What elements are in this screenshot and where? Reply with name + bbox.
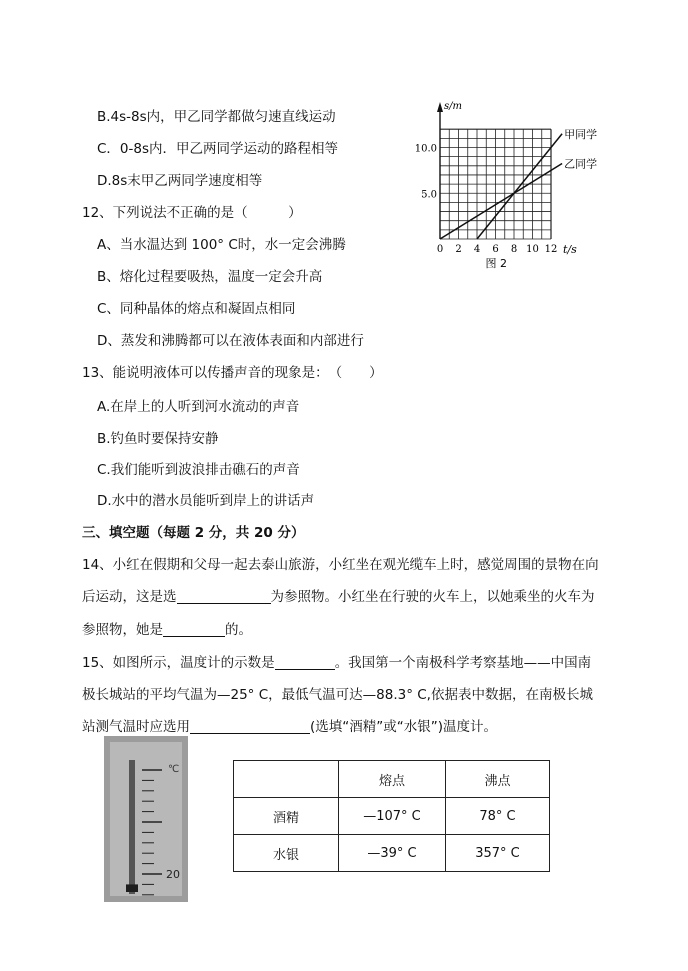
- melting-boiling-table: [233, 760, 550, 872]
- table-cell: 水银: [234, 835, 339, 872]
- graph-grid: [440, 129, 551, 239]
- q15-text-1a: 15、如图所示，温度计的示数是: [82, 655, 275, 671]
- graph-y-tick-10: 10.0: [414, 143, 437, 155]
- q11-option-c: C．0-8s内．甲乙两同学运动的路程相等: [97, 141, 339, 157]
- q14-blank-2[interactable]: [163, 622, 225, 637]
- thermometer-tick-20: 20: [166, 868, 180, 881]
- graph-x-tick: 0: [436, 244, 444, 255]
- graph-y-arrow: [437, 102, 443, 112]
- thermometer-tube: [129, 760, 135, 894]
- q12-option-d: D、蒸发和沸腾都可以在液体表面和内部进行: [97, 333, 364, 349]
- q13-stem: 13、能说明液体可以传播声音的现象是： （ ）: [82, 365, 383, 381]
- q12-option-c: C、同种晶体的熔点和凝固点相同: [97, 301, 296, 317]
- q14-text-2a: 后运动，这是选: [82, 589, 177, 605]
- q14-line-1: 14、小红在假期和父母一起去泰山旅游，小红坐在观光缆车上时，感觉周围的景物在向: [82, 557, 599, 573]
- table-row: [234, 798, 550, 835]
- table-cell: —39° C: [339, 835, 446, 872]
- series-label-yi: 乙同学: [564, 157, 598, 171]
- graph-y-label: s/m: [444, 101, 462, 112]
- table-cell: 357° C: [446, 835, 550, 872]
- series-line-jia: [477, 134, 562, 239]
- q14-blank-1[interactable]: [177, 589, 271, 604]
- table-header-cell: 熔点: [339, 761, 446, 798]
- q13-option-c: C.我们能听到波浪排击礁石的声音: [97, 462, 300, 478]
- q13-option-b: B.钓鱼时要保持安静: [97, 431, 219, 447]
- q14-line-2: [82, 588, 595, 606]
- table-row: [234, 835, 550, 872]
- q15-blank-2[interactable]: [190, 719, 310, 734]
- graph-x-tick: 8: [510, 244, 518, 255]
- thermometer-unit: ℃: [168, 764, 180, 775]
- q12-option-a: A、当水温达到 100° C时，水一定会沸腾: [97, 237, 346, 253]
- table-header-cell: [234, 761, 339, 798]
- thermometer-image: [104, 736, 188, 902]
- q13-option-a: A.在岸上的人听到河水流动的声音: [97, 399, 300, 415]
- table-cell: 78° C: [446, 798, 550, 835]
- graph-x-tick: 2: [455, 244, 462, 255]
- graph-x-tick: 10: [526, 244, 539, 255]
- graph-x-tick: 4: [473, 244, 481, 255]
- q15-line-1: [82, 654, 591, 672]
- q15-text-3b: (选填“酒精”或“水银”)温度计。: [310, 719, 498, 735]
- series-label-jia: 甲同学: [564, 127, 598, 141]
- section-heading: 三、填空题（每题 2 分，共 20 分）: [82, 525, 305, 541]
- table-header-cell: 沸点: [446, 761, 550, 798]
- q14-text-3b: 的。: [225, 622, 252, 638]
- graph-x-tick: 12: [544, 244, 558, 255]
- graph-x-ticks: [437, 244, 558, 255]
- table-header-row: [234, 761, 550, 798]
- q15-text-1b: 。我国第一个南极科学考察基地——中国南: [334, 655, 592, 671]
- q15-line-3: [82, 718, 497, 736]
- q14-text-2b: 为参照物。小红坐在行驶的火车上，以她乘坐的火车为: [270, 589, 595, 605]
- q14-line-3: [82, 621, 252, 639]
- q15-text-3a: 站测气温时应选用: [82, 719, 190, 735]
- table-cell: 酒精: [234, 798, 339, 835]
- q12-stem: 12、下列说法不正确的是（ ）: [82, 205, 302, 221]
- graph-caption: 图 2: [485, 257, 507, 270]
- q15-line-2: 极长城站的平均气温为—25° C，最低气温可达—88.3° C,依据表中数据，在南极长城: [82, 687, 593, 703]
- st-graph: [414, 92, 624, 278]
- q12-option-b: B、熔化过程要吸热，温度一定会升高: [97, 269, 323, 285]
- graph-y-tick-5: 5.0: [421, 189, 437, 201]
- graph-x-tick: 6: [492, 244, 499, 255]
- q14-text-3a: 参照物，她是: [82, 622, 163, 638]
- q15-blank-1[interactable]: [275, 655, 335, 670]
- q11-option-b: B.4s-8s内，甲乙同学都做匀速直线运动: [97, 109, 336, 125]
- table-cell: —107° C: [339, 798, 446, 835]
- thermometer-liquid-column: [126, 884, 138, 892]
- q11-option-d: D.8s末甲乙两同学速度相等: [97, 173, 263, 189]
- q13-option-d: D.水中的潜水员能听到岸上的讲话声: [97, 493, 315, 509]
- graph-x-label: t/s: [563, 243, 577, 256]
